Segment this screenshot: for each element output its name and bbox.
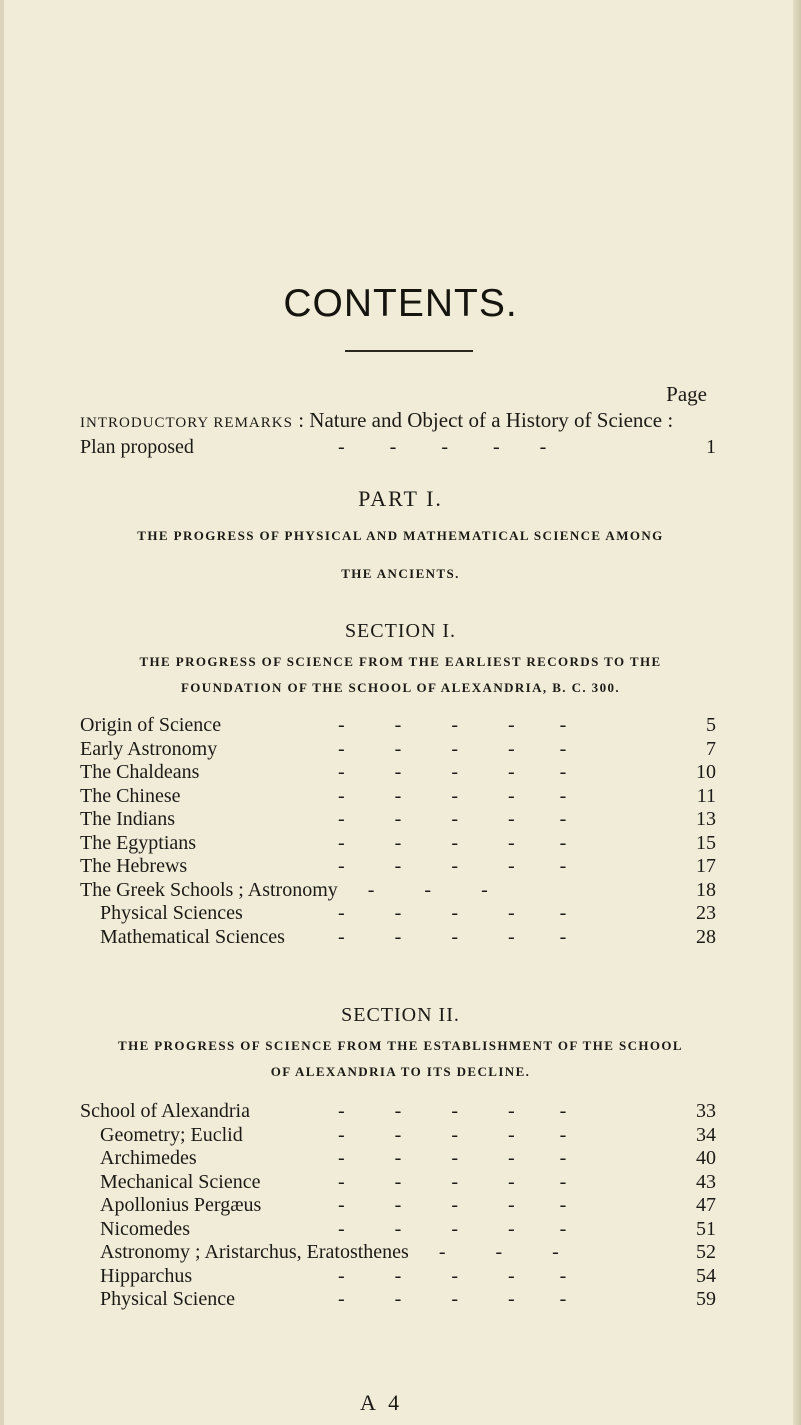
toc-entry-page: 11 <box>696 784 716 807</box>
toc-entry-page: 10 <box>696 761 716 783</box>
page-edge-right <box>793 0 801 1425</box>
toc-entry-label: Archimedes <box>100 1147 197 1169</box>
leader-dashes: - - - - - <box>338 1170 567 1193</box>
toc-entry-page: 33 <box>696 1100 716 1122</box>
toc-row[interactable] <box>100 1194 716 1220</box>
toc-entry-label: The Chaldeans <box>80 761 200 783</box>
toc-entry-page: 54 <box>696 1264 716 1287</box>
toc-entry-page: 7 <box>706 737 716 760</box>
toc-row[interactable] <box>80 714 716 740</box>
toc-entry-label: The Greek Schools ; Astronomy <box>80 878 338 901</box>
toc-entry-label: Physical Sciences <box>100 902 243 924</box>
intro-line-2[interactable] <box>80 436 716 462</box>
toc-row[interactable] <box>100 1265 716 1291</box>
leader-dashes: - - - <box>438 1241 559 1263</box>
toc-entry-page: 18 <box>696 878 716 901</box>
toc-entry-page: 15 <box>696 831 716 854</box>
toc-row[interactable] <box>80 808 716 834</box>
toc-row[interactable] <box>80 785 716 811</box>
toc-row[interactable] <box>100 1147 716 1173</box>
signature-mark: A 4 <box>360 1390 404 1415</box>
section2-subtitle-1: THE PROGRESS OF SCIENCE FROM THE ESTABLISHMENT OF THE SCHOOL <box>118 1038 683 1053</box>
part-subtitle-2: THE ANCIENTS. <box>341 566 460 581</box>
leader-dashes: - - - - - <box>338 436 547 458</box>
toc-row[interactable] <box>80 761 716 787</box>
toc-entry-label: The Egyptians <box>80 831 197 854</box>
leader-dashes: - - - <box>367 878 488 901</box>
leader-dashes: - - - - - <box>338 737 567 760</box>
page-column-label: Page <box>666 382 707 406</box>
leader-dashes: - - - - - <box>338 855 567 877</box>
toc-entry-page: 59 <box>696 1288 716 1310</box>
toc-row[interactable] <box>100 1124 716 1150</box>
section1-subtitle-2: FOUNDATION OF THE SCHOOL OF ALEXANDRIA, B. C. 300. <box>180 680 621 695</box>
toc-row[interactable] <box>80 1100 716 1126</box>
leader-dashes: - - - - - <box>338 1217 567 1240</box>
toc-entry-label: Astronomy ; Aristarchus, Eratosthenes <box>100 1241 409 1263</box>
intro-entry <box>80 408 720 433</box>
leader-dashes: - - - - - <box>338 1147 567 1169</box>
toc-entry-label: Mechanical Science <box>100 1170 261 1193</box>
leader-dashes: - - - - - <box>338 1100 567 1122</box>
leader-dashes: - - - - - <box>338 1194 567 1216</box>
toc-entry-page: 13 <box>696 808 716 830</box>
leader-dashes: - - - - - <box>338 808 567 830</box>
toc-entry-label: The Indians <box>80 808 175 830</box>
toc-entry-label: Nicomedes <box>100 1217 190 1240</box>
toc-entry-page: 5 <box>706 714 716 736</box>
leader-dashes: - - - - - <box>338 1264 567 1287</box>
toc-entry-page: 40 <box>696 1147 716 1169</box>
toc-entry-page: 52 <box>696 1241 716 1263</box>
toc-entry-page: 51 <box>696 1217 716 1240</box>
toc-row[interactable] <box>100 1288 716 1314</box>
intro-lead: INTRODUCTORY REMARKS <box>80 415 293 431</box>
part-heading: PART I. <box>358 486 443 511</box>
toc-row[interactable] <box>100 1218 716 1244</box>
leader-dashes: - - - - - <box>338 831 567 854</box>
leader-dashes: - - - - - <box>338 902 567 924</box>
toc-entry-label: Hipparchus <box>100 1264 193 1287</box>
leader-dashes: - - - - - <box>338 1288 567 1310</box>
toc-entry-label: The Hebrews <box>80 855 188 877</box>
section1-subtitle-1: THE PROGRESS OF SCIENCE FROM THE EARLIEST RECORDS TO THE <box>139 654 662 669</box>
intro-text: : Nature and Object of a History of Science : <box>292 408 674 432</box>
intro-line2-label: Plan proposed <box>80 436 194 458</box>
section1-heading: SECTION I. <box>344 620 457 642</box>
toc-entry-page: 17 <box>696 855 716 877</box>
leader-dashes: - - - - - <box>338 925 567 948</box>
toc-entry-page: 23 <box>696 902 716 924</box>
section2-heading: SECTION II. <box>341 1004 460 1026</box>
toc-entry-page: 34 <box>696 1123 716 1146</box>
toc-entry-label: Geometry; Euclid <box>100 1123 243 1146</box>
intro-line-1 <box>80 408 720 433</box>
toc-entry-label: School of Alexandria <box>80 1100 250 1122</box>
toc-row[interactable] <box>100 926 716 952</box>
toc-entry-page: 28 <box>696 925 716 948</box>
title-rule <box>345 350 473 352</box>
toc-entry-page: 47 <box>696 1194 716 1216</box>
leader-dashes: - - - - - <box>338 761 567 783</box>
toc-row[interactable] <box>80 879 716 905</box>
page-title: CONTENTS. <box>283 282 518 325</box>
toc-entry-label: The Chinese <box>80 784 181 807</box>
toc-row[interactable] <box>100 1171 716 1197</box>
intro-page: 1 <box>706 436 716 458</box>
part-subtitle-1: THE PROGRESS OF PHYSICAL AND MATHEMATICAL SCIENCE AMONG <box>137 528 664 543</box>
toc-row[interactable] <box>80 855 716 881</box>
leader-dashes: - - - - - <box>338 1123 567 1146</box>
toc-entry-label: Physical Science <box>100 1288 235 1310</box>
section2-subtitle-2: OF ALEXANDRIA TO ITS DECLINE. <box>270 1064 531 1079</box>
toc-entry-label: Early Astronomy <box>80 737 218 760</box>
toc-row[interactable] <box>80 832 716 858</box>
toc-row[interactable] <box>80 738 716 764</box>
leader-dashes: - - - - - <box>338 714 567 736</box>
leader-dashes: - - - - - <box>338 784 567 807</box>
toc-entry-label: Origin of Science <box>80 714 222 736</box>
toc-entry-label: Mathematical Sciences <box>100 925 285 948</box>
page-edge-left <box>0 0 4 1425</box>
toc-row[interactable] <box>100 902 716 928</box>
toc-entry-label: Apollonius Pergæus <box>100 1194 262 1216</box>
toc-row[interactable] <box>100 1241 716 1267</box>
toc-entry-page: 43 <box>696 1170 716 1193</box>
